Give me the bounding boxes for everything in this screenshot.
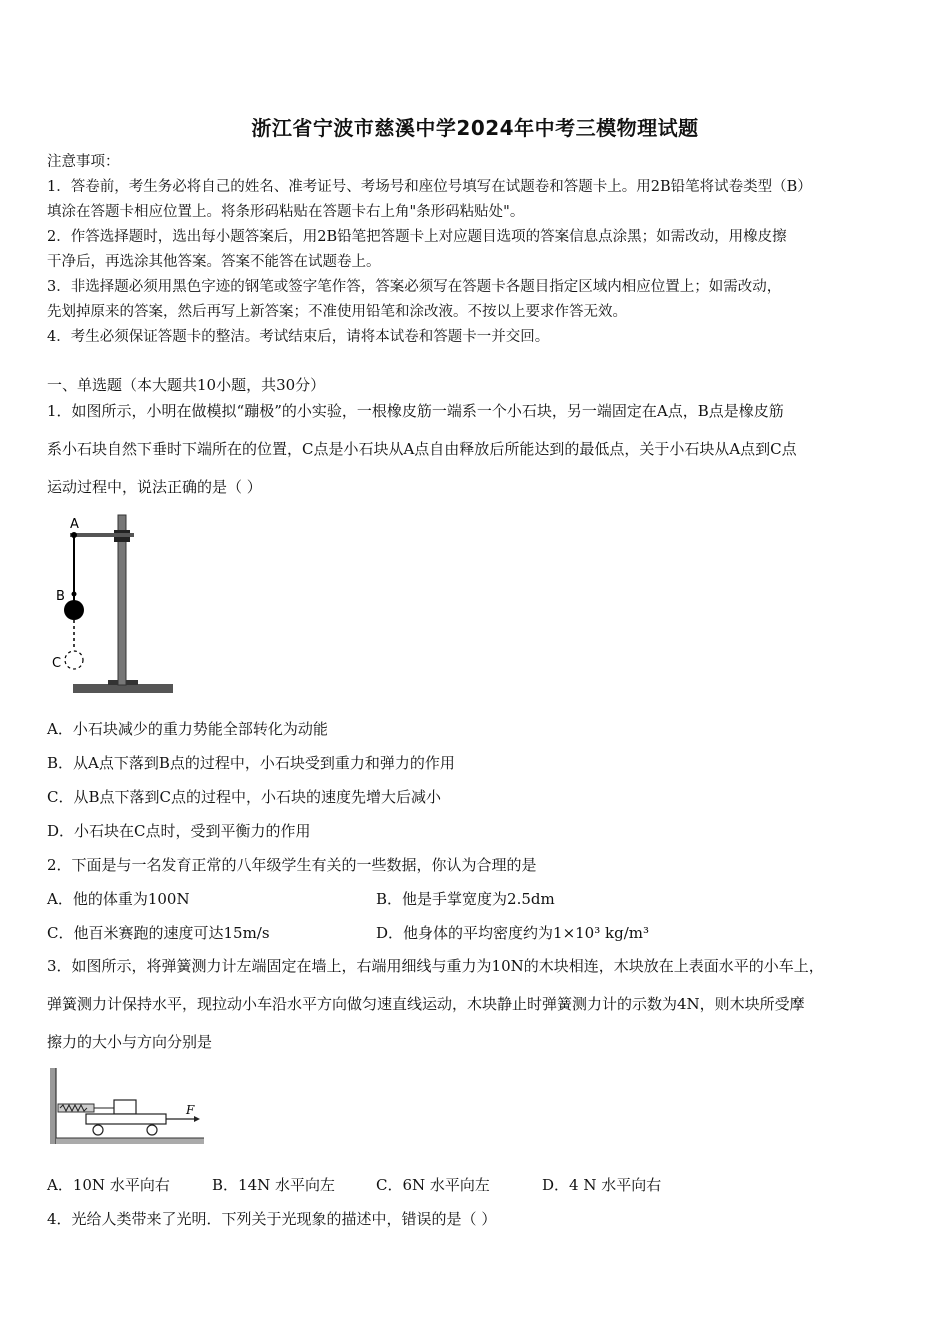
stone bbox=[64, 600, 84, 620]
question-1-stem bbox=[47, 392, 917, 506]
notes-line: 4．考生必须保证答题卡的整洁。考试结束后，请将本试卷和答题卡一并交回。 bbox=[47, 329, 550, 345]
q3-option-b: B．14N 水平向左 bbox=[212, 1176, 336, 1194]
question-line: 擦力的大小与方向分别是 bbox=[47, 1033, 213, 1051]
cart-wheel bbox=[147, 1125, 157, 1135]
question-2-stem: 2．下面是与一名发育正常的八年级学生有关的一些数据，你认为合理的是 bbox=[47, 856, 537, 874]
q2-option-b: B．他是手掌宽度为2.5dm bbox=[376, 890, 555, 908]
notes-line: 3．非选择题必须用黑色字迹的钢笔或签字笔作答，答案必须写在答题卡各题目指定区域内相应位置上；如需改动， bbox=[47, 279, 782, 295]
notes-block bbox=[47, 150, 917, 350]
question-line: 运动过程中，说法正确的是（ ） bbox=[47, 478, 262, 496]
stone-at-c bbox=[65, 651, 83, 669]
notes-line: 填涂在答题卡相应位置上。将条形码粘贴在答题卡右上角"条形码粘贴处"。 bbox=[47, 204, 525, 220]
question-3-stem bbox=[47, 947, 917, 1061]
wall bbox=[50, 1068, 56, 1144]
q1-option-c: C．从B点下落到C点的过程中，小石块的速度先增大后减小 bbox=[47, 788, 441, 806]
stand-arm bbox=[70, 533, 134, 537]
section-heading: 一、单选题（本大题共10小题，共30分） bbox=[47, 376, 326, 394]
cart-wheel bbox=[93, 1125, 103, 1135]
ground bbox=[56, 1138, 204, 1144]
q3-option-a: A．10N 水平向右 bbox=[47, 1176, 170, 1194]
q3-option-c: C．6N 水平向左 bbox=[376, 1176, 490, 1194]
q1-option-a: A．小石块减少的重力势能全部转化为动能 bbox=[47, 720, 328, 738]
q2-option-a: A．他的体重为100N bbox=[47, 890, 190, 908]
notes-line: 1．答卷前，考生务必将自己的姓名、准考证号、考场号和座位号填写在试题卷和答题卡上。用2B铅笔将试卷类型（B） bbox=[47, 179, 812, 195]
notes-heading: 注意事项： bbox=[47, 154, 120, 170]
question-4-stem: 4．光给人类带来了光明．下列关于光现象的描述中，错误的是（ ） bbox=[47, 1210, 497, 1228]
point-b bbox=[72, 592, 77, 597]
question-line: 1．如图所示，小明在做模拟“蹦极”的小实验，一根橡皮筋一端系一个小石块，另一端固定在A点，B点是橡皮筋 bbox=[47, 402, 784, 420]
label-b: B bbox=[56, 589, 65, 604]
cart-body bbox=[86, 1114, 166, 1124]
notes-line: 2．作答选择题时，选出每小题答案后，用2B铅笔把答题卡上对应题目选项的答案信息点涂黑；如需改动，用橡皮擦 bbox=[47, 229, 787, 245]
page-title: 浙江省宁波市慈溪中学2024年中考三模物理试题 bbox=[251, 116, 699, 140]
label-a: A bbox=[70, 517, 79, 532]
question-line: 系小石块自然下垂时下端所在的位置，C点是小石块从A点自由释放后所能达到的最低点，关于小石块从A点到C点 bbox=[47, 440, 797, 458]
q1-option-b: B．从A点下落到B点的过程中，小石块受到重力和弹力的作用 bbox=[47, 754, 455, 772]
q1-option-d: D．小石块在C点时，受到平衡力的作用 bbox=[47, 822, 311, 840]
label-c: C bbox=[52, 656, 62, 671]
q3-option-d: D．4 N 水平向右 bbox=[542, 1176, 662, 1194]
question-line: 3．如图所示，将弹簧测力计左端固定在墙上，右端用细线与重力为10N的木块相连，木块放在上表面水平的小车上， bbox=[47, 957, 824, 975]
force-label: F bbox=[186, 1103, 195, 1117]
notes-line: 干净后，再选涂其他答案。答案不能答在试题卷上。 bbox=[47, 254, 381, 270]
bungee-figure bbox=[48, 510, 178, 700]
question-line: 弹簧测力计保持水平，现拉动小车沿水平方向做匀速直线运动，木块静止时弹簧测力计的示数为4N，则木块所受摩 bbox=[47, 995, 805, 1013]
arrow-head-icon bbox=[194, 1116, 200, 1122]
wooden-block bbox=[114, 1100, 136, 1114]
cart-figure bbox=[48, 1066, 208, 1148]
notes-line: 先划掉原来的答案，然后再写上新答案；不准使用铅笔和涂改液。不按以上要求作答无效。 bbox=[47, 304, 627, 320]
q2-option-d: D．他身体的平均密度约为1×10³ kg/m³ bbox=[376, 924, 649, 942]
q2-option-c: C．他百米赛跑的速度可达15m/s bbox=[47, 924, 270, 942]
